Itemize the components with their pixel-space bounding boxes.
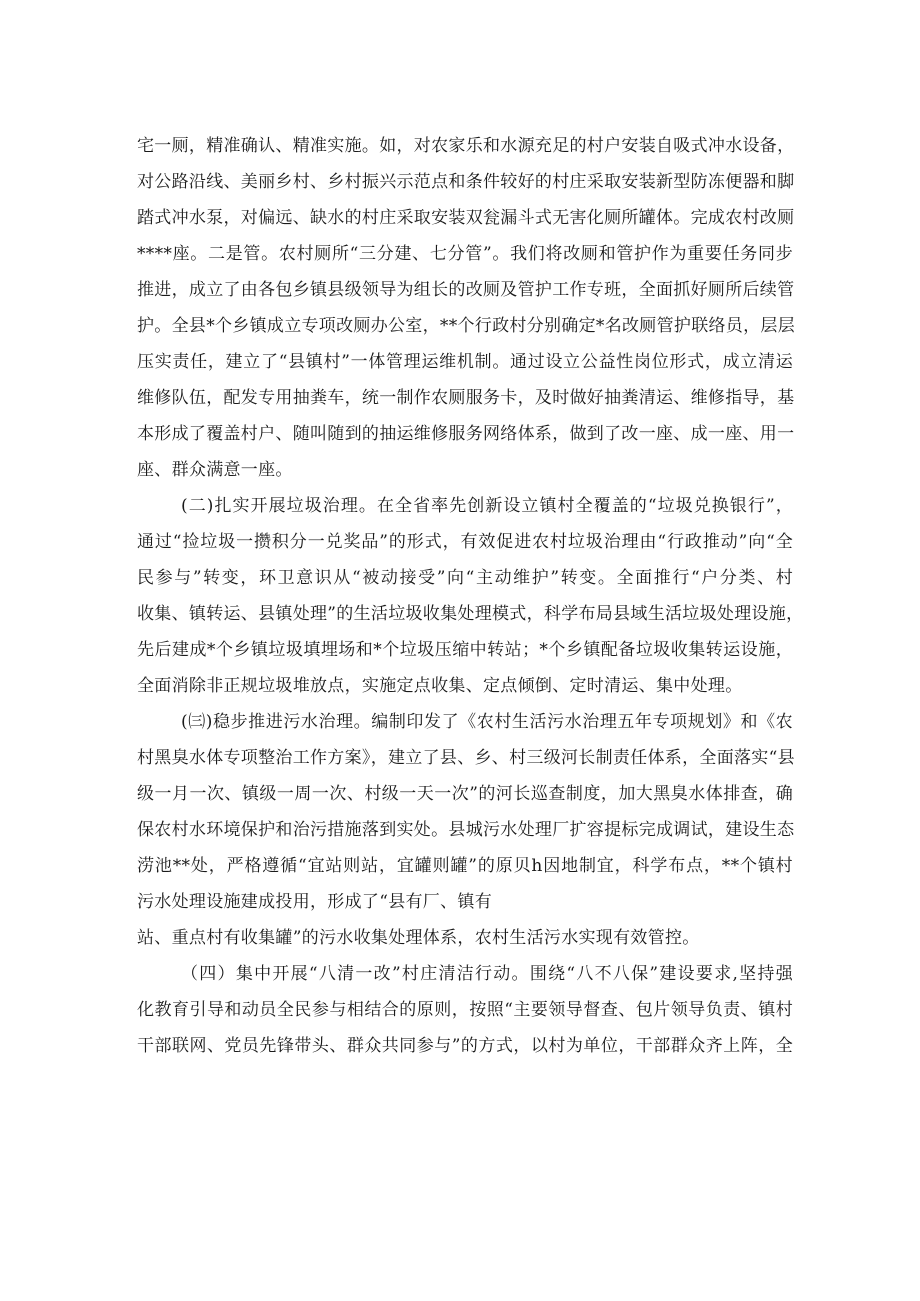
text-line: 座、群众满意一座。	[137, 460, 293, 480]
text-line: 先后建成*个乡镇垃圾填埋场和*个垃圾压缩中转站；*个乡镇配备垃圾收集转运设施，	[137, 640, 793, 660]
text-line: 化教育引导和动员全民参与相结合的原则，按照“主要领导督查、包片领导负责、镇村	[137, 1000, 793, 1020]
text-line: 全面消除非正规垃圾堆放点，实施定点收集、定点倾倒、定时清运、集中处理。	[137, 676, 743, 696]
text-line: 民参与”转变，环卫意识从“被动接受”向“主动维护”转变。全面推行“户分类、村	[137, 568, 793, 588]
text-line: 宅一厕，精准确认、精准实施。如，对农家乐和水源充足的村户安装自吸式冲水设备，	[137, 136, 795, 156]
text-line: 维修队伍，配发专用抽粪车，统一制作农厕服务卡，及时做好抽粪清运、维修指导，基	[137, 388, 795, 408]
text-line: 涝池**处，严格遵循“宜站则站，宜罐则罐”的原贝h因地制宜，科学布点，**个镇村	[137, 856, 793, 876]
text-line: 推进，成立了由各包乡镇县级领导为组长的改厕及管护工作专班，全面抓好厕所后续管	[137, 280, 795, 300]
text-line: 保农村水环境保护和治污措施落到实处。县城污水处理厂扩容提标完成调试，建设生态	[137, 820, 795, 840]
section-heading-line: (二)扎实开展垃圾治理。在全省率先创新设立镇村全覆盖的“垃圾兑换银行”，	[181, 496, 793, 516]
text-line: 收集、镇转运、县镇处理”的生活垃圾收集处理模式，科学布局县域生活垃圾处理设施，	[137, 604, 804, 624]
text-line: 通过“捡垃圾一攒积分一兑奖品”的形式，有效促进农村垃圾治理由“行政推动”向“全	[137, 532, 793, 552]
text-line: 对公路沿线、美丽乡村、乡村振兴示范点和条件较好的村庄采取安装新型防冻便器和脚	[137, 172, 795, 192]
text-line: 干部联网、党员先锋带头、群众共同参与”的方式，以村为单位，干部群众齐上阵，全	[137, 1036, 793, 1056]
text-line: 护。全县*个乡镇成立专项改厕办公室，**个行政村分别确定*名改厕管护联络员，层层	[137, 316, 795, 336]
text-line: 村黑臭水体专项整治工作方案》，建立了县、乡、村三级河长制责任体系，全面落实“县	[137, 748, 795, 768]
text-line: 踏式冲水泵，对偏远、缺水的村庄采取安装双瓮漏斗式无害化厕所罐体。完成农村改厕	[137, 208, 795, 228]
section-heading-line: (㈢)稳步推进污水治理。编制印发了《农村生活污水治理五年专项规划》和《农	[181, 712, 793, 732]
document-body	[137, 128, 804, 1064]
text-line: 本形成了覆盖村户、随叫随到的抽运维修服务网络体系，做到了改一座、成一座、用一	[137, 424, 795, 444]
text-line: 站、重点村有收集罐”的污水收集处理体系，农村生活污水实现有效管控。	[137, 928, 700, 948]
text-line: 污水处理设施建成投用，形成了“县有厂、镇有	[137, 892, 492, 912]
text-line: 级一月一次、镇级一周一次、村级一天一次”的河长巡查制度，加大黑臭水体排查，确	[137, 784, 793, 804]
text-line: 压实责任，建立了“县镇村”一体管理运维机制。通过设立公益性岗位形式，成立清运	[137, 352, 793, 372]
text-line: ****座。二是管。农村厕所“三分建、七分管”。我们将改厕和管护作为重要任务同步	[137, 244, 793, 264]
section-heading-line: （四）集中开展“八清一改”村庄清洁行动。围绕“八不八保”建设要求,坚持强	[181, 964, 793, 984]
